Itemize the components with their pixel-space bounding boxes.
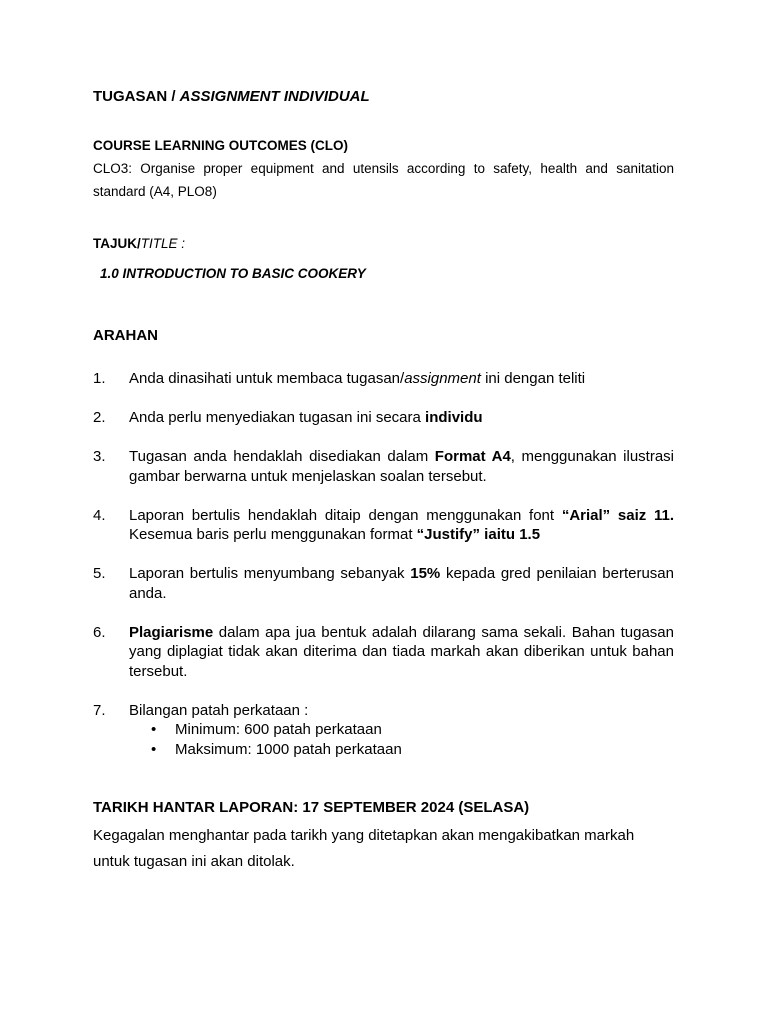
instruction-item-6: 6. Plagiarisme dalam apa jua bentuk adalah dilarang sama sekali. Bahan tugasan yang diplagiat tidak akan diterima dan tiada markah akan diberikan untuk bahan tersebut.	[93, 623, 674, 680]
assignment-title: TUGASAN / ASSIGNMENT INDIVIDUAL	[93, 88, 370, 105]
instruction-item-1: 1. Anda dinasihati untuk membaca tugasan/assignment ini dengan teliti	[93, 370, 586, 387]
topic-title: 1.0 INTRODUCTION TO BASIC COOKERY	[100, 266, 366, 281]
deadline-heading: TARIKH HANTAR LAPORAN: 17 SEPTEMBER 2024 (SELASA)	[93, 799, 530, 816]
title-label: TAJUK/TITLE :	[93, 236, 186, 251]
clo-heading: COURSE LEARNING OUTCOMES (CLO)	[93, 138, 348, 153]
word-count-list	[129, 720, 674, 759]
instructions-heading: ARAHAN	[93, 327, 158, 344]
instruction-item-3: 3. Tugasan anda hendaklah disediakan dalam Format A4, menggunakan ilustrasi gambar berwarna untuk menjelaskan soalan tersebut.	[93, 448, 674, 485]
clo-text: CLO3: Organise proper equipment and utensils according to safety, health and sanitation standard (A4, PLO8)	[93, 161, 674, 199]
instruction-item-2: 2. Anda perlu menyediakan tugasan ini secara individu	[93, 409, 483, 426]
instruction-item-5: 5. Laporan bertulis menyumbang sebanyak 15% kepada gred penilaian berterusan anda.	[93, 565, 674, 602]
bullet-icon: •	[151, 740, 157, 758]
deadline-text: Kegagalan menghantar pada tarikh yang ditetapkan akan mengakibatkan markah untuk tugasan ini akan ditolak.	[93, 827, 635, 870]
instructions-list	[93, 369, 674, 759]
bullet-icon: •	[151, 721, 157, 738]
instruction-item-4: 4. Laporan bertulis hendaklah ditaip dengan menggunakan font “Arial” saiz 11. Kesemua baris perlu menggunakan format “Justify” iaitu 1.5	[93, 506, 675, 543]
instruction-item-7: 7. Bilangan patah perkataan : • Minimum: 600 patah perkataan • Maksimum: 1000 patah perkataan	[93, 701, 674, 760]
word-count-maximum: • Maksimum: 1000 patah perkataan	[151, 740, 402, 758]
word-count-minimum: • Minimum: 600 patah perkataan	[151, 721, 382, 738]
